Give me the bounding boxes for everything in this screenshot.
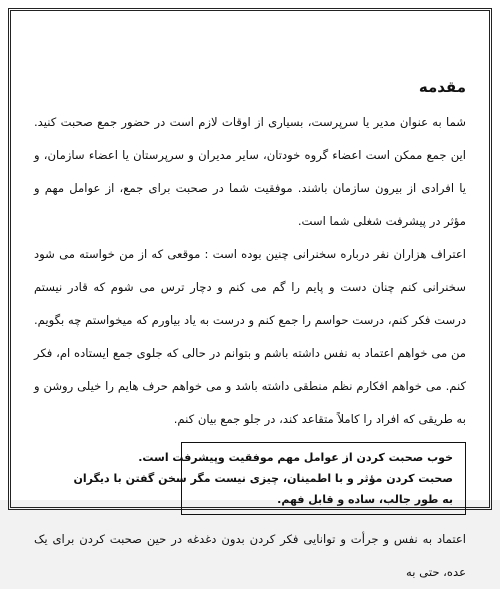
quote-line-2: صحبت کردن مؤثر و با اطمینان، چیزی نیست مگر سخن گفتن با دیگران — [73, 472, 453, 485]
quote-line-1: خوب صحبت کردن از عوامل مهم موفقیت وپیشرفت است. — [138, 451, 453, 464]
document-body — [34, 78, 466, 589]
quote-line-3: به طور جالب، ساده و قابل فهم. — [277, 493, 453, 506]
paragraph-2: اعتراف هزاران نفر درباره سخنرانی چنین بوده است : موقعی که از من خواسته می شود سخنرانی کنم چنان دست و پایم را گم می کنم و دچار ترس می شوم که قادر نیستم درست فکر کنم، درست حواسم را جمع کنم و درست به یاد بیاورم که میخواستم چه بگویم. من می خواهم اعتماد به نفس داشته باشم و بتوانم در حالی که جلوی جمع ایستاده ام، فکر کنم. می خواهم افکارم نظم منطقی داشته باشد و می خواهم حرف هایم را خیلی روشن و به طریقی که افراد را کاملاً متقاعد کند، در جلو جمع بیان کنم. — [34, 247, 466, 426]
paragraph-3-partial: اعتماد به نفس و جرأت و توانایی فکر کردن بدون دغدغه در حین صحبت کردن برای یک عده، حتی به — [34, 532, 466, 579]
section-heading: مقدمه — [418, 78, 466, 96]
paragraph-1: شما به عنوان مدیر یا سرپرست، بسیاری از اوقات لازم است در حضور جمع صحبت کنید. این جمع ممکن است اعضاء گروه خودتان، سایر مدیران و سرپرستان یا اعضاء سازمان، و یا افرادی از بیرون سازمان باشند. موفقیت شما در صحبت برای جمع، از عوامل مهم و مؤثر در پیشرفت شغلی شما است. — [34, 115, 466, 228]
highlight-box — [73, 442, 466, 515]
